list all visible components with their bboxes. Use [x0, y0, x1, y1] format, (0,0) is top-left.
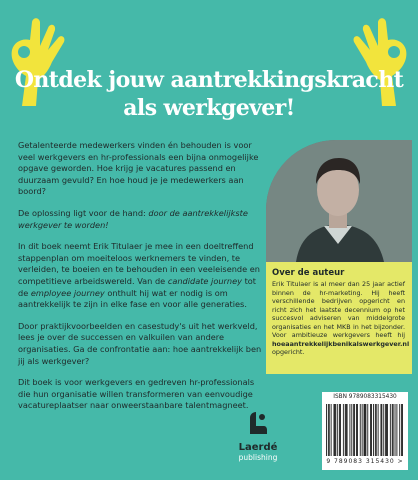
publisher-name: Laerdé — [238, 442, 278, 453]
blurb-paragraph-2 — [18, 208, 266, 231]
title-line-1: Ontdek jouw aantrekkingskracht — [14, 67, 404, 93]
blurb-paragraph-5: Dit boek is voor werkgevers en gedreven hr-professionals die hun organisatie willen transformeren van eenvoudige vacatureplaatser naar onweerstaanbare talentmagneet. — [18, 377, 255, 411]
blurb-p2-italic: door de aantrekkelijkste werkgever te worden! — [18, 207, 248, 230]
about-author-body-end: opgericht. — [272, 348, 305, 356]
cover-title — [0, 66, 418, 122]
blurb-paragraph-1: Getalenteerde medewerkers vinden én behouden is voor veel werkgevers en hr-professionals een bijna onmogelijke opgave geworden. Hoe krijg je vacatures passend en duurzaam gevuld? En hoe houd je je medewerkers aan boord? — [18, 140, 259, 197]
about-author-text — [272, 280, 410, 357]
barcode-graphic — [326, 404, 404, 458]
blurb-text — [18, 140, 266, 422]
about-author-heading: Over de auteur — [272, 268, 345, 278]
publisher-logo-icon — [246, 410, 270, 436]
about-author-body: Erik Titulaer is al meer dan 25 jaar actief binnen de hr-marketing. Hij heeft verschillende bedrijven opgericht en richt zich het laatste decennium op het succesvol adviseren van middelgrote organisaties en het MKB in het bijzonder. Voor ambitieuze werkgevers heeft hij — [272, 280, 405, 339]
isbn-digits: 9 789083 315430 > — [326, 458, 404, 465]
publisher-logo — [228, 410, 288, 472]
blurb-paragraph-3 — [18, 241, 266, 311]
blurb-p3-text-a: In dit boek neemt Erik Titulaer je mee in een doeltreffend stappenplan om moeiteloos werknemers te vinden, te verleiden, te boeien en te behouden in een veeleisende en competitieve arbeidswereld. Van de — [18, 241, 260, 286]
title-line-2: als werkgever! — [123, 95, 295, 121]
author-photo — [266, 140, 412, 262]
blurb-p3-italic-2: employee journey — [30, 287, 105, 298]
blurb-p3-text-b: tot de — [18, 275, 257, 298]
author-website-link[interactable]: hoeaantrekkelijkbenikalswerkgever.nl — [272, 339, 410, 348]
blurb-paragraph-4: Door praktijkvoorbeelden en casestudy's uit het werkveld, lees je over de successen en valkuilen van andere organisaties. Ga de confrontatie aan: hoe aantrekkelijk ben jij als werkgever? — [18, 320, 262, 366]
about-author-box — [266, 262, 412, 374]
blurb-p3-text-c: onthult hij wat er nodig is om aantrekkelijk te zijn in elke fase en voor alle generaties. — [18, 287, 247, 310]
blurb-p2-text: De oplossing ligt voor de hand: — [18, 207, 149, 218]
publisher-sub: publishing — [238, 453, 278, 462]
isbn-label: ISBN 9789083315430 — [333, 394, 397, 400]
isbn-barcode — [322, 392, 408, 470]
blurb-p3-italic-1: candidate journey — [167, 275, 242, 286]
